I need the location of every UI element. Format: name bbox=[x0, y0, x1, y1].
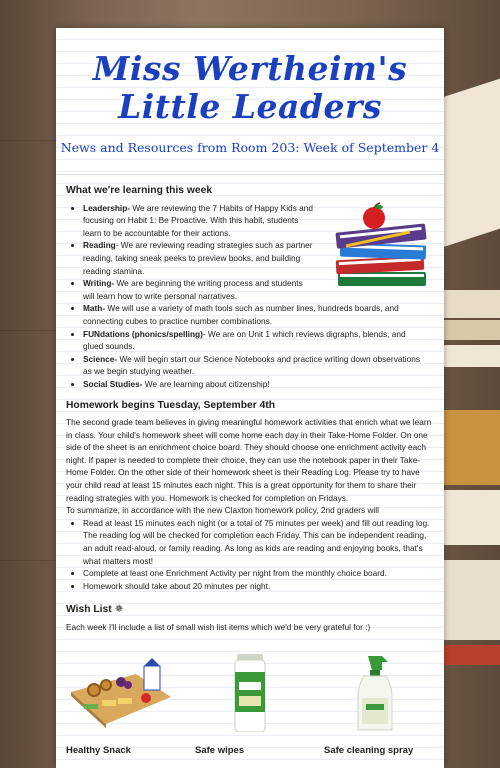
background-book bbox=[442, 320, 500, 340]
item-text: We will begin start our Science Notebooks and practice writing down observations as we begin studying weather. bbox=[83, 353, 420, 377]
learning-list bbox=[66, 202, 420, 391]
spray-bottle-icon bbox=[324, 652, 434, 732]
list-item bbox=[83, 353, 423, 378]
wishlist-intro: Each week I'll include a list of small wish list items which we'd be very grateful for :) bbox=[66, 622, 371, 632]
wish-item-wipes bbox=[195, 652, 305, 756]
list-item bbox=[83, 202, 315, 240]
background-books bbox=[440, 0, 500, 751]
page-subtitle: News and Resources from Room 203: Week of September 4 bbox=[60, 140, 440, 155]
item-label: FUNdations (phonics/spelling) bbox=[83, 328, 203, 339]
list-item: • Complete at least one Enrichment Activity per night from the monthly choice board. bbox=[83, 567, 434, 580]
wishlist-title bbox=[66, 604, 434, 617]
wishlist-title-text: Wish List bbox=[66, 604, 112, 616]
title-line-1: Miss Wertheim's bbox=[92, 49, 408, 88]
wish-caption: Healthy Snack bbox=[66, 744, 131, 756]
wish-item-spray bbox=[324, 652, 434, 756]
header-divider bbox=[56, 174, 444, 175]
learning-section bbox=[56, 185, 444, 391]
list-item: • Read at least 15 minutes each night (or a total of 75 minutes per week) and fill out reading log. The reading log will be checked for completion each Friday. This can be independent reading, an adult read-aloud, or family reading. As long as kids are reading and enjoying books, that's what matters most! bbox=[83, 517, 434, 567]
list-item bbox=[83, 378, 423, 391]
wipes-canister-icon bbox=[195, 652, 305, 732]
item-text: We will use a variety of math tools such as number lines, hundreds boards, and connecting cubes to practice number combinations. bbox=[83, 303, 399, 326]
wish-caption: Safe wipes bbox=[195, 744, 245, 756]
item-label: Science- bbox=[83, 353, 118, 364]
background-book bbox=[442, 345, 500, 367]
list-item bbox=[83, 239, 315, 277]
item-label: Math- bbox=[83, 303, 106, 314]
learning-title: What we're learning this week bbox=[66, 185, 213, 196]
item-text: - We are on Unit 1 which reviews digraphs, blends, and glued sounds. bbox=[83, 328, 406, 352]
homework-paragraph: The second grade team believes in giving meaningful homework activities that enrich what we learn in class. Your child's homework sheet will come home each day in their Take-Home Folder. On one side of the sheet is an enrichment choice board. They should choose one enrichment activity each night. If paper is needed to complete their choice, they can use the notebook paper in their Take-Home Folder. On the other side of their homework sheet is their Reading Log. Please try to have your child read at least 15 minutes each night. This is a great opportunity for them to share their reading strategies with you. Homework is checked for completion on Fridays. bbox=[66, 417, 432, 503]
background-book bbox=[442, 490, 500, 545]
item-label: Social Studies- bbox=[83, 378, 143, 389]
background-book bbox=[442, 410, 500, 485]
newsletter-page bbox=[56, 28, 444, 768]
item-label: Writing- bbox=[83, 278, 115, 289]
item-text: We are beginning the writing process and students will learn how to write personal narratives. bbox=[83, 278, 303, 301]
homework-summary: To summarize, in accordance with the new Claxton homework policy, 2nd graders will bbox=[66, 505, 379, 516]
wishlist-items bbox=[56, 652, 444, 756]
wishlist-section bbox=[56, 604, 444, 633]
wish-caption: Safe cleaning spray bbox=[324, 744, 414, 756]
list-item: • Homework should take about 20 minutes per night. bbox=[83, 580, 434, 593]
homework-title: Homework begins Tuesday, September 4th bbox=[66, 399, 276, 411]
background-book bbox=[442, 560, 500, 640]
item-text: - We are reviewing reading strategies such as partner reading, taking sneak peeks to preview books, and building reading stamina. bbox=[83, 240, 313, 276]
item-label: Reading bbox=[83, 240, 116, 251]
list-item bbox=[83, 302, 423, 327]
sparkle-icon: ✵ bbox=[114, 604, 124, 616]
background-book bbox=[442, 79, 500, 248]
item-text: We are reviewing the 7 Habits of Happy Kids and focusing on Habit 1: Be Proactive. With this habit, students learn to be accountable for their actions. bbox=[83, 202, 313, 238]
background-book bbox=[442, 290, 500, 318]
snack-plate-icon bbox=[66, 652, 176, 732]
background-book bbox=[442, 645, 500, 665]
list-item bbox=[83, 328, 423, 353]
item-label: Leadership- bbox=[83, 202, 131, 213]
homework-list bbox=[66, 517, 434, 593]
learning-content bbox=[66, 202, 434, 391]
item-text: We are learning about citizenship! bbox=[142, 378, 270, 389]
wish-item-snack bbox=[66, 652, 176, 756]
homework-section bbox=[56, 400, 444, 593]
title-line-2: Little Leaders bbox=[118, 87, 382, 126]
books-apple-icon bbox=[332, 202, 432, 298]
newsletter-header bbox=[56, 28, 444, 155]
list-item bbox=[83, 277, 315, 302]
page-title bbox=[56, 50, 444, 126]
